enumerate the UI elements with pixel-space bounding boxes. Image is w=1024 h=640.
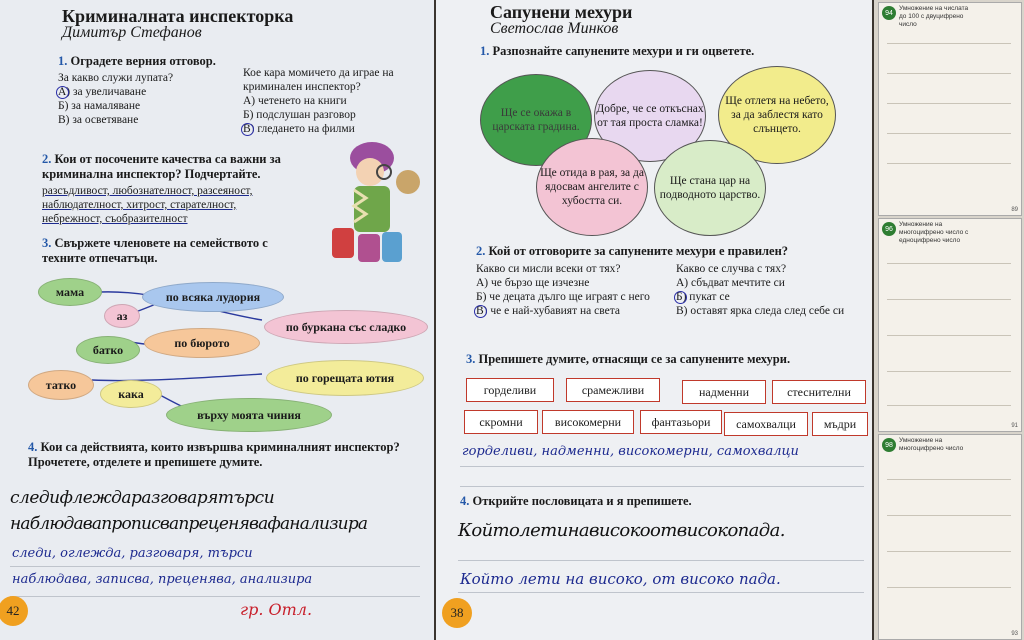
bubble-5[interactable]: Ще стана цар на подводното царство. xyxy=(654,140,766,236)
left-page xyxy=(0,0,434,640)
left-page-number: 42 xyxy=(0,596,28,626)
q2b-opt-a[interactable]: А) сбъдват мечтите си xyxy=(676,277,785,289)
q1a-question: За какво служи лупата? xyxy=(58,72,174,84)
q4-print-line2: наблюдавапрописвапреценявафанализира xyxy=(10,514,368,534)
word-box[interactable]: скромни xyxy=(464,410,538,434)
thumbnail-page-3[interactable] xyxy=(878,434,1022,640)
right-page-number: 38 xyxy=(442,598,472,628)
q1b-opt-a[interactable]: А) четенето на книги xyxy=(243,95,347,107)
answer-circle-icon xyxy=(56,86,69,99)
thumb-row xyxy=(887,587,1011,588)
family-tatko[interactable]: татко xyxy=(28,370,94,400)
right-page xyxy=(436,0,872,640)
right-q1: 1. Разпознайте сапунените мехури и ги оцветете. xyxy=(480,44,755,58)
q1a-opt-c[interactable]: В) за осветяване xyxy=(58,114,139,126)
thumb-badge: 94 xyxy=(882,6,896,20)
thumb-badge: 98 xyxy=(882,438,896,452)
word-box[interactable]: самохвалци xyxy=(724,412,808,436)
word-box[interactable]: надменни xyxy=(682,380,766,404)
thumb-page: 91 xyxy=(1011,423,1018,429)
thumb-row xyxy=(887,299,1011,300)
family-mama[interactable]: мама xyxy=(38,278,102,306)
place-burkan[interactable]: по буркана със сладко xyxy=(264,310,428,344)
family-az[interactable]: аз xyxy=(104,304,140,328)
grade-mark: гр. Отл. xyxy=(240,600,313,619)
left-q1 xyxy=(58,54,216,69)
q2b-block xyxy=(676,262,846,318)
thumb-row xyxy=(887,479,1011,480)
q2a-opt-a[interactable]: А) че бързо ще изчезне xyxy=(476,277,590,289)
q2-line2: наблюдателност, хитрост, старателност, xyxy=(42,199,237,211)
q4-handwritten-line1[interactable]: следи, оглежда, разговаря, търси xyxy=(12,546,253,561)
left-q4: 4. Кои са действията, които извършва криминалният инспектор? Прочетете, отделете и препишете думите. xyxy=(28,440,400,469)
q1-num: 1. xyxy=(58,54,68,68)
bubble-3[interactable]: Ще отлетя на небето, за да заблестя като слънцето. xyxy=(718,66,836,164)
right-q3: 3. Препишете думите, отнасящи се за сапунените мехури. xyxy=(466,352,791,366)
left-title: Криминалната инспекторка xyxy=(62,6,294,26)
word-box[interactable]: горделиви xyxy=(466,378,554,402)
thumbnail-page-2[interactable] xyxy=(878,218,1022,432)
q2b-question: Какво се случва с тях? xyxy=(676,263,787,275)
word-box[interactable]: срамежливи xyxy=(566,378,660,402)
right-author: Светослав Минков xyxy=(490,20,619,37)
q2-qualities xyxy=(42,184,312,226)
place-chinia[interactable]: върху моята чиния xyxy=(166,398,332,432)
q2a-opt-b[interactable]: Б) че децата дълго ще играят с него xyxy=(476,291,650,303)
right-q4: 4. Открийте пословицата и я препишете. xyxy=(460,494,692,508)
q1b-opt-b[interactable]: Б) подслушан разговор xyxy=(243,109,356,121)
left-q2: 2. Кои от посочените качества са важни за криминална инспектор? Подчертайте. xyxy=(42,152,281,181)
thumb-row xyxy=(887,515,1011,516)
left-author: Димитър Стефанов xyxy=(62,24,202,41)
thumb-row xyxy=(887,133,1011,134)
thumb-page: 93 xyxy=(1011,631,1018,637)
left-q3: 3. Свържете членовете на семейството с техните отпечатъци. xyxy=(42,236,268,265)
thumb-row xyxy=(887,335,1011,336)
writing-line xyxy=(458,560,864,561)
thumb-title: Умножение на многоцифрено число с едноцифрено число xyxy=(899,221,969,244)
q1a-opt-a[interactable]: А) за увеличаване xyxy=(58,86,147,98)
thumb-row xyxy=(887,551,1011,552)
thumbnail-strip xyxy=(874,0,1024,640)
thumb-title: Умножение на многоцифрено число xyxy=(899,437,964,452)
thumb-row xyxy=(887,163,1011,164)
word-box[interactable]: фантазьори xyxy=(640,410,722,434)
word-box[interactable]: мъдри xyxy=(812,412,868,436)
family-batko[interactable]: батко xyxy=(76,336,140,364)
right-title: Сапунени мехури xyxy=(490,2,633,22)
q1b-question: Кое кара момичето да играе на криминален инспектор? xyxy=(243,67,394,93)
q1a-block xyxy=(58,71,228,127)
thumb-row xyxy=(887,371,1011,372)
answer-circle-icon xyxy=(241,123,254,136)
thumbnail-page-1[interactable] xyxy=(878,2,1022,216)
thumb-row xyxy=(887,43,1011,44)
q4-handwritten-line2[interactable]: наблюдава, записва, преценява, анализира xyxy=(12,572,313,587)
word-box[interactable]: високомерни xyxy=(542,410,634,434)
q1b-block xyxy=(243,66,423,136)
q3-handwritten[interactable]: горделиви, надменни, високомерни, самохвалци xyxy=(462,444,799,459)
place-iutia[interactable]: по горещата ютия xyxy=(266,360,424,396)
bubble-2[interactable]: Добре, че се откъснах от тая проста сламка! xyxy=(594,70,706,162)
bubble-4[interactable]: Ще отида в рая, за да ядосвам ангелите с хубостта си. xyxy=(536,138,648,236)
inspector-girl-illustration xyxy=(326,136,432,274)
q4-print-line1: следифлеждаразговарятърси xyxy=(10,488,275,508)
family-kaka[interactable]: кака xyxy=(100,380,162,408)
thumb-title: Умножение на числата до 100 с двуцифрено число xyxy=(899,5,969,28)
writing-line xyxy=(460,486,864,487)
place-ludoria[interactable]: по всяка лудория xyxy=(142,282,284,312)
q2a-question: Какво си мисли всеки от тях? xyxy=(476,263,621,275)
writing-line xyxy=(460,466,864,467)
word-box[interactable]: стеснителни xyxy=(772,380,866,404)
right-q2: 2. Кой от отговорите за сапунените мехури е правилен? xyxy=(476,244,789,258)
writing-line xyxy=(10,566,420,567)
q2-line3: небрежност, съобразителност xyxy=(42,213,188,225)
thumb-badge: 96 xyxy=(882,222,896,236)
q4-proverb-print: Койтолетинависокоотвисокопада. xyxy=(458,520,785,541)
place-biuro[interactable]: по бюрото xyxy=(144,328,260,358)
q1-text: Оградете верния отговор. xyxy=(70,54,216,68)
writing-line xyxy=(458,592,864,593)
thumb-row xyxy=(887,73,1011,74)
q2b-opt-b[interactable]: Б) пукат се xyxy=(676,291,730,303)
thumb-row xyxy=(887,405,1011,406)
thumb-page: 89 xyxy=(1011,207,1018,213)
answer-circle-icon xyxy=(474,305,487,318)
bubble-1[interactable]: Ще се окажа в царската градина. xyxy=(480,74,592,166)
q1b-opt-c[interactable]: В) гледането на филми xyxy=(243,123,355,135)
q2b-opt-c[interactable]: В) оставят ярка следа след себе си xyxy=(676,305,845,317)
q1a-opt-b[interactable]: Б) за намаляване xyxy=(58,100,141,112)
answer-circle-icon xyxy=(674,291,687,304)
thumb-row xyxy=(887,263,1011,264)
q2-line1: разсъдливост, любознателност, разсеяност, xyxy=(42,185,253,197)
thumb-row xyxy=(887,103,1011,104)
q2a-block xyxy=(476,262,676,318)
q4-proverb-handwritten[interactable]: Който лети на високо, от високо пада. xyxy=(460,570,781,588)
writing-line xyxy=(10,596,420,597)
q2a-opt-c[interactable]: В) че е най-хубавият на света xyxy=(476,305,620,317)
